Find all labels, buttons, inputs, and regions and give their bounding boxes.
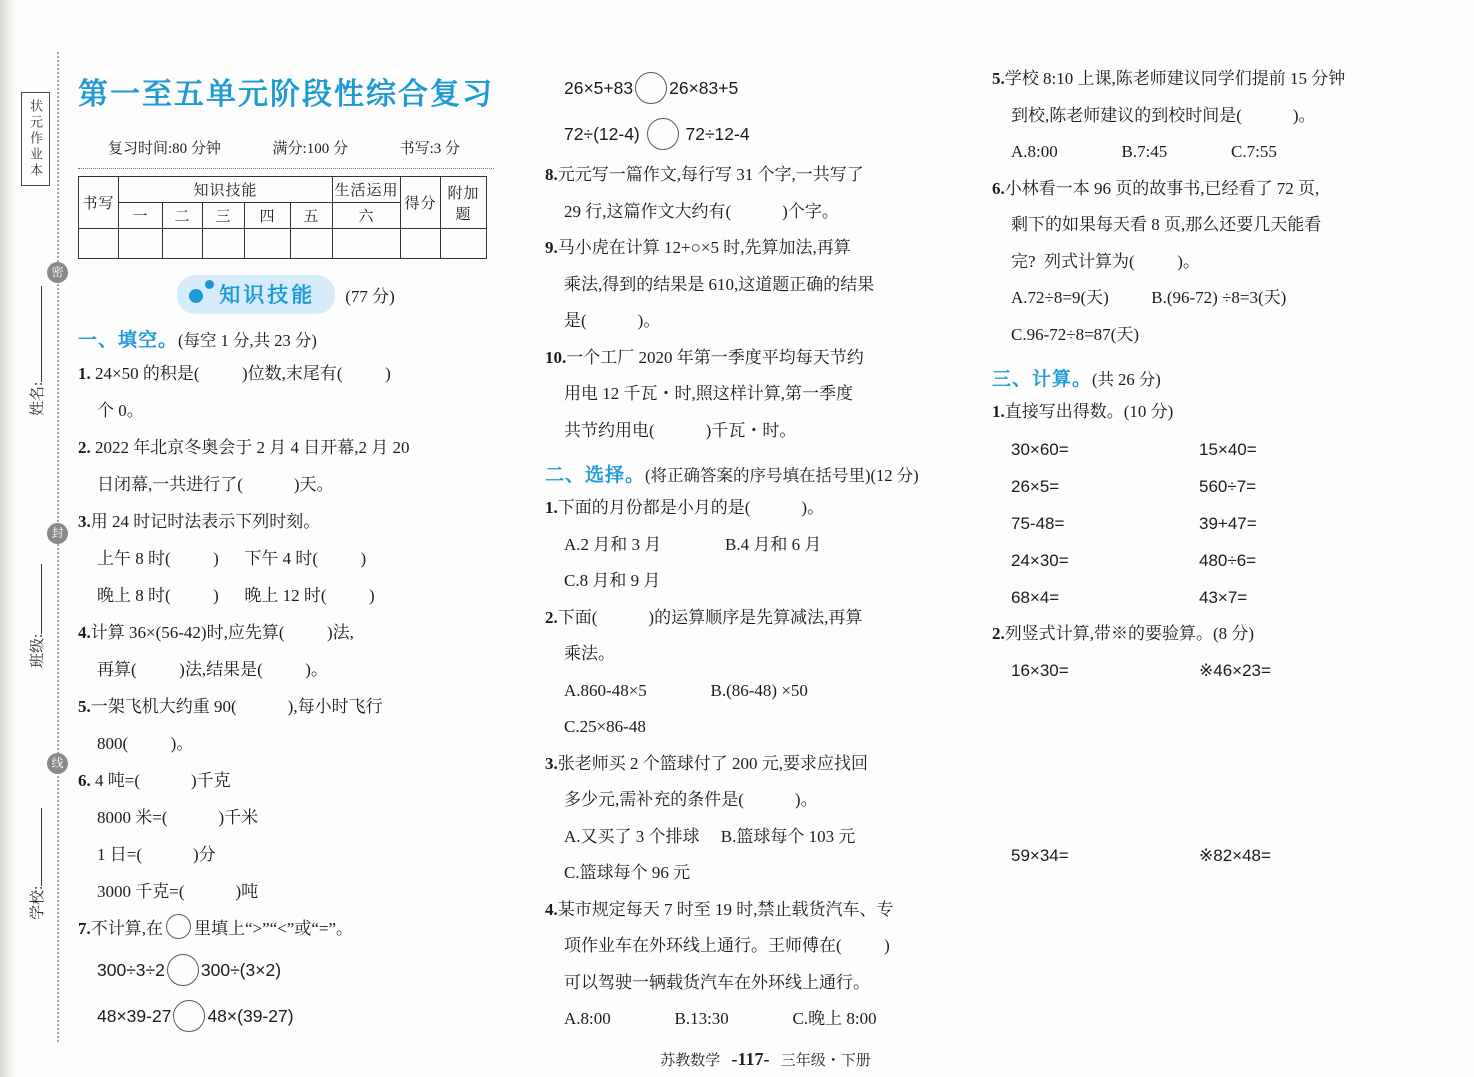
choice-question-1: [545, 490, 971, 600]
score-blank-cell: [245, 229, 291, 259]
c4-options-abc: A.8:00 B.13:30 C.晚上 8:00: [564, 1009, 877, 1028]
section-1-note: (每空 1 分,共 23 分): [178, 331, 317, 350]
school-blank-line: [26, 808, 42, 886]
calc1-title-line: [992, 394, 1414, 431]
q6-number: 6.: [78, 771, 91, 790]
q3-line2: 上午 8 时( ) 下午 4 时( ): [97, 549, 367, 568]
fill-question-4: [78, 614, 494, 688]
fill-question-6: [78, 762, 494, 910]
score-num-4: 四: [245, 203, 291, 229]
exam-meta: [78, 137, 494, 158]
score-num-6: 六: [333, 203, 401, 229]
c4-line3: 可以驾驶一辆载货汽车在外环线上通行。: [564, 972, 870, 992]
compare-line-2: [78, 993, 494, 1039]
compare-circle-icon: [635, 72, 667, 104]
q10-line1: [545, 340, 971, 377]
q1-number: 1.: [78, 364, 91, 383]
c6-options-ab: A.72÷8=9(天) B.(96-72) ÷8=3(天): [1011, 288, 1287, 307]
cmp4-left: 72÷(12-4): [564, 123, 645, 144]
section-1-title: 一、填空。: [78, 330, 179, 351]
calc-item: 26×5=: [1011, 476, 1060, 496]
calc-item: 24×30=: [1011, 550, 1069, 570]
q1-text: 24×50 的积是( )位数,末尾有( ): [90, 364, 391, 383]
q10-line3: 共节约用电( )千瓦・时。: [564, 420, 797, 440]
calc2-title: 列竖式计算,带※的要验算。(8 分): [1004, 623, 1255, 643]
q9-text: 马小虎在计算 12+○×5 时,先算加法,再算: [557, 238, 851, 257]
cmp2-left: 48×39-27: [97, 1005, 172, 1026]
choice-question-5: [992, 61, 1414, 171]
q2-line1: [78, 429, 494, 466]
skills-badge-points: (77 分): [345, 287, 395, 306]
fill-question-3: [78, 503, 494, 614]
name-label: 姓名:: [30, 381, 46, 416]
q8-line1: [545, 157, 971, 194]
q10-number: 10.: [545, 347, 567, 367]
calc1-number: 1.: [992, 402, 1005, 421]
compare-circle-icon: [166, 914, 191, 939]
q4-number: 4.: [78, 623, 91, 642]
section-2-title: 二、选择。: [545, 465, 646, 486]
q7-intro-post: 里填上“>”“<”或“=”。: [194, 919, 354, 938]
q2-text: 2022 年北京冬奥会于 2 月 4 日开幕,2 月 20: [90, 438, 410, 457]
score-col-bonus: 附加题: [441, 177, 487, 229]
q10-line2: 用电 12 千瓦・时,照这样计算,第一季度: [564, 384, 853, 403]
footer-brand: 苏教数学: [660, 1053, 721, 1069]
column-1: [78, 55, 494, 1039]
q6-line3: 1 日=( )分: [97, 845, 216, 864]
section-3-title: 三、计算。: [992, 369, 1093, 390]
c3-option-c: C.篮球每个 96 元: [564, 863, 691, 882]
q1-line2: 个 0。: [97, 401, 144, 420]
score-blank-cell: [441, 229, 487, 259]
calc-row: [992, 837, 1414, 874]
c2-line1: [545, 600, 971, 637]
c2-option-c: C.25×86-48: [564, 717, 646, 736]
section-3-note: (共 26 分): [1092, 370, 1161, 389]
calc-row: [992, 431, 1414, 468]
calc-item: 39+47=: [1199, 513, 1257, 533]
dotted-divider: [78, 168, 494, 169]
c6-number: 6.: [992, 178, 1005, 198]
calc-item: ※82×48=: [1199, 846, 1271, 865]
c6-option-c: C.96-72÷8=87(天): [1011, 324, 1139, 344]
score-col-writing: 书写: [79, 177, 119, 229]
q9-line1: [545, 230, 971, 267]
score-blank-cell: [333, 229, 401, 259]
fill-question-10: [545, 340, 971, 450]
column-2: [545, 55, 971, 1038]
fill-question-8: [545, 157, 971, 230]
q2-number: 2.: [78, 438, 91, 457]
c5-line1: [992, 61, 1414, 98]
c4-line1: [545, 892, 971, 929]
school-field: [26, 808, 47, 920]
choice-question-2: [545, 600, 971, 746]
calc-item: 68×4=: [1011, 587, 1060, 607]
q8-number: 8.: [545, 165, 558, 184]
c1-number: 1.: [545, 498, 558, 517]
calc-item: 560÷7=: [1199, 476, 1257, 496]
column-3: [992, 55, 1414, 874]
calc-item: 16×30=: [1011, 661, 1069, 680]
q7-number: 7.: [78, 919, 91, 938]
cmp1-right: 300÷(3×2): [200, 959, 282, 980]
dots-icon: [189, 279, 215, 305]
score-col-score: 得分: [401, 177, 441, 229]
q6-line4: 3000 千克=( )吨: [97, 882, 259, 901]
footer-spacer1: [720, 1053, 731, 1069]
seal-badge-feng: 封: [47, 523, 68, 544]
q4-line1: [78, 614, 494, 651]
c3-number: 3.: [545, 753, 558, 773]
compare-circle-icon: [167, 954, 199, 986]
calc-item: 15×40=: [1199, 439, 1257, 459]
page-footer: [545, 1032, 971, 1077]
q5-text: 一架飞机大约重 90( ),每小时飞行: [90, 697, 383, 716]
fill-question-7-cont: [545, 65, 971, 157]
seal-badge-xian: 线: [47, 753, 68, 774]
page-edge-shadow: [0, 0, 16, 1077]
q2-line2: 日闭幕,一共进行了( )天。: [97, 475, 334, 494]
compare-circle-icon: [647, 118, 679, 150]
meta-writing-score: 书写:3 分: [399, 141, 460, 157]
q4-text: 计算 36×(56-42)时,应先算( )法,: [90, 623, 354, 642]
calc-item: 480÷6=: [1199, 550, 1257, 570]
fill-question-1: [78, 355, 494, 429]
q3-line1: [78, 503, 494, 540]
q6-line1: [78, 762, 494, 799]
cmp4-right: 72÷12-4: [680, 123, 750, 144]
cmp3-right: 26×83+5: [669, 77, 739, 98]
score-num-3: 三: [203, 203, 245, 229]
class-field: [26, 564, 47, 668]
school-label: 学校:: [30, 885, 46, 920]
c5-line2: 到校,陈老师建议的到校时间是( )。: [1011, 105, 1316, 125]
q8-text: 元元写一篇作文,每行写 31 个字,一共写了: [557, 165, 864, 184]
c6-line2: 剩下的如果每天看 8 页,那么还要几天能看: [1011, 215, 1322, 234]
choice-question-4: [545, 892, 971, 1038]
q1-line1: [78, 355, 494, 392]
calc-item: 43×7=: [1199, 587, 1248, 607]
meta-full-score: 满分:100 分: [272, 141, 348, 157]
calc-question-1: [992, 394, 1414, 616]
q4-line2: 再算( )法,结果是( )。: [97, 660, 328, 679]
page-title: 第一至五单元阶段性综合复习: [78, 78, 494, 111]
score-group-skills: 知识技能: [119, 177, 333, 203]
q6-text: 4 吨=( )千克: [90, 771, 231, 790]
fill-question-5: [78, 688, 494, 762]
calc-row: [992, 468, 1414, 505]
section-badge-row: [78, 275, 494, 314]
c2-number: 2.: [545, 607, 558, 627]
c6-line3: 完? 列式计算为( )。: [1011, 251, 1200, 271]
q5-number: 5.: [78, 697, 91, 716]
score-num-1: 一: [119, 203, 163, 229]
q3-line3: 晚上 8 时( ) 晚上 12 时( ): [97, 586, 375, 605]
section-2-heading: [545, 462, 971, 490]
calc-row: [992, 652, 1414, 689]
c6-line1: [992, 171, 1414, 208]
calc-item: 59×34=: [1011, 846, 1069, 865]
q3-number: 3.: [78, 512, 91, 531]
name-field: [26, 286, 47, 416]
compare-line-3: [545, 65, 971, 111]
c4-number: 4.: [545, 899, 558, 919]
cmp2-right: 48×(39-27): [207, 1005, 294, 1026]
calc-item: 30×60=: [1011, 439, 1069, 459]
c6-text: 小林看一本 96 页的故事书,已经看了 72 页,: [1004, 178, 1320, 198]
c5-options-abc: A.8:00 B.7:45 C.7:55: [1011, 142, 1277, 161]
meta-time: 复习时间:80 分钟: [108, 141, 221, 157]
score-num-2: 二: [163, 203, 203, 229]
c3-text: 张老师买 2 个篮球付了 200 元,要求应找回: [557, 753, 868, 773]
compare-line-1: [78, 947, 494, 993]
score-table: [78, 176, 487, 259]
c3-line1: [545, 746, 971, 783]
workbook-brand-label: 状元作业本: [28, 99, 43, 179]
q9-number: 9.: [545, 238, 558, 257]
seal-dotted-line: [57, 52, 59, 1042]
c5-text: 学校 8:10 上课,陈老师建议同学们提前 15 分钟: [1004, 69, 1346, 88]
c2-options-ab: A.860-48×5 B.(86-48) ×50: [564, 680, 808, 700]
score-blank-cell: [163, 229, 203, 259]
compare-line-4: [545, 111, 971, 157]
choice-question-6: [992, 171, 1414, 354]
c1-line1: [545, 490, 971, 527]
fill-question-9: [545, 230, 971, 340]
q7-intro: [78, 910, 494, 947]
score-blank-cell: [401, 229, 441, 259]
skills-badge-label: 知识技能: [219, 284, 316, 307]
calc-row: [992, 542, 1414, 579]
name-blank-line: [26, 286, 42, 382]
score-blank-cell: [79, 229, 119, 259]
c3-line2: 多少元,需补充的条件是( )。: [564, 790, 818, 809]
cmp3-left: 26×5+83: [564, 77, 634, 98]
section-2-note: (将正确答案的序号填在括号里)(12 分): [645, 466, 919, 485]
q9-line3: 是( )。: [564, 311, 661, 330]
class-label: 班级:: [30, 633, 46, 668]
q7-intro-pre: 不计算,在: [90, 919, 163, 938]
calc-item: ※46×23=: [1199, 661, 1271, 680]
c2-text: 下面( )的运算顺序是先算减法,再算: [557, 607, 863, 627]
footer-page-number: -117-: [731, 1049, 770, 1069]
c3-options-ab: A.又买了 3 个排球 B.篮球每个 103 元: [564, 826, 856, 846]
class-blank-line: [26, 564, 42, 634]
calc-item: 75-48=: [1011, 513, 1065, 533]
c1-options-ab: A.2 月和 3 月 B.4 月和 6 月: [564, 534, 822, 554]
calc2-number: 2.: [992, 623, 1005, 643]
q5-line2: 800( )。: [97, 734, 194, 753]
footer-edition: 三年级・下册: [780, 1053, 871, 1069]
c5-number: 5.: [992, 69, 1005, 88]
seal-badge-mi: 密: [47, 262, 68, 283]
cmp1-left: 300÷3÷2: [97, 959, 165, 980]
footer-spacer2: [770, 1053, 781, 1069]
skills-badge: [177, 275, 335, 314]
score-blank-cell: [119, 229, 163, 259]
c1-option-c: C.8 月和 9 月: [564, 571, 661, 590]
score-group-living: 生活运用: [333, 177, 401, 203]
fill-question-7: [78, 910, 494, 1039]
score-blank-cell: [291, 229, 333, 259]
calc2-title-line: [992, 616, 1414, 653]
calc-question-2: [992, 616, 1414, 875]
q9-line2: 乘法,得到的结果是 610,这道题正确的结果: [564, 274, 875, 294]
compare-circle-icon: [173, 1000, 205, 1032]
workbook-brand-box: [21, 92, 50, 186]
q8-line2: 29 行,这篇作文大约有( )个字。: [564, 201, 839, 221]
choice-question-3: [545, 746, 971, 892]
calc-row: [992, 579, 1414, 616]
q6-line2: 8000 米=( )千米: [97, 808, 259, 827]
score-num-5: 五: [291, 203, 333, 229]
c1-text: 下面的月份都是小月的是( )。: [557, 498, 825, 517]
c4-text: 某市规定每天 7 时至 19 时,禁止载货汽车、专: [557, 899, 894, 919]
calc1-title: 直接写出得数。(10 分): [1004, 402, 1174, 421]
section-3-heading: [992, 366, 1414, 394]
q3-text: 用 24 时记时法表示下列时刻。: [90, 512, 321, 531]
q10-text: 一个工厂 2020 年第一季度平均每天节约: [566, 347, 864, 367]
c2-line2: 乘法。: [564, 644, 615, 663]
q5-line1: [78, 688, 494, 725]
calc-row: [992, 505, 1414, 542]
fill-question-2: [78, 429, 494, 503]
section-1-heading: [78, 327, 494, 355]
c4-line2: 项作业车在外环线上通行。王师傅在( ): [564, 936, 890, 955]
score-blank-cell: [203, 229, 245, 259]
